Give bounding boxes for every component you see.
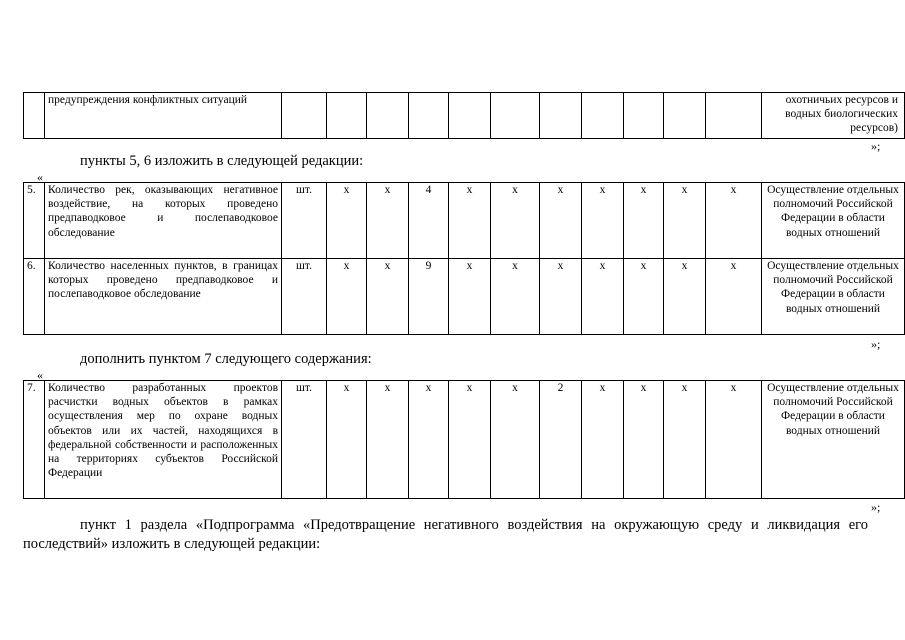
top-table-fragment <box>23 92 905 139</box>
value-cell: x <box>582 259 624 335</box>
instruction-paragraph-2: дополнить пунктом 7 следующего содержания: <box>80 351 372 367</box>
row-description: Количество населенных пунктов, в границах которых проведено предпаводковое и послепаводковое обследование <box>45 259 282 335</box>
row-number: 7. <box>24 381 45 499</box>
unit-cell: шт. <box>282 259 327 335</box>
row-note: Осуществление отдельных полномочий Российской Федерации в области водных отношений <box>762 381 905 499</box>
opening-quote: « <box>37 170 43 184</box>
value-cell: x <box>327 259 367 335</box>
value-cell: x <box>449 183 491 259</box>
table-row <box>24 93 905 139</box>
value-cell: x <box>582 381 624 499</box>
row-note: Осуществление отдельных полномочий Российской Федерации в области водных отношений <box>762 183 905 259</box>
value-cell: x <box>491 381 540 499</box>
value-cell: x <box>540 183 582 259</box>
value-cell: x <box>706 259 762 335</box>
table-row <box>24 381 905 499</box>
value-cell: x <box>367 183 409 259</box>
value-cell: x <box>582 183 624 259</box>
value-cell: x <box>367 259 409 335</box>
row-description: предупреждения конфликтных ситуаций <box>45 93 282 139</box>
row-number: 6. <box>24 259 45 335</box>
instruction-paragraph-3: пункт 1 раздела «Подпрограмма «Предотвращение негативного воздействия на окружающую среду и ликвидация его последствий» изложить в следующей редакции: <box>23 517 868 552</box>
value-cell: x <box>327 381 367 499</box>
table-row <box>24 183 905 259</box>
cell <box>664 93 706 139</box>
table-row <box>24 259 905 335</box>
indicators-table-1 <box>23 182 905 335</box>
cell <box>624 93 664 139</box>
row-description: Количество рек, оказывающих негативное воздействие, на которых проведено предпаводковое и послепаводковое обследование <box>45 183 282 259</box>
closing-quote: »; <box>871 337 881 351</box>
value-cell: x <box>624 381 664 499</box>
cell <box>491 93 540 139</box>
value-cell: x <box>409 381 449 499</box>
value-cell: x <box>327 183 367 259</box>
unit-cell: шт. <box>282 381 327 499</box>
value-cell: x <box>449 259 491 335</box>
cell <box>327 93 367 139</box>
cell <box>409 93 449 139</box>
opening-quote: « <box>37 368 43 382</box>
value-cell: x <box>491 259 540 335</box>
value-cell: x <box>664 381 706 499</box>
cell <box>582 93 624 139</box>
value-cell: x <box>540 259 582 335</box>
value-cell: x <box>449 381 491 499</box>
value-cell: 2 <box>540 381 582 499</box>
row-number <box>24 93 45 139</box>
value-cell: x <box>624 259 664 335</box>
value-cell: x <box>706 183 762 259</box>
value-cell: x <box>664 259 706 335</box>
indicators-table-2 <box>23 380 905 499</box>
cell <box>540 93 582 139</box>
row-note: охотничьих ресурсов и водных биологических ресурсов) <box>762 93 905 139</box>
value-cell: x <box>491 183 540 259</box>
unit-cell: шт. <box>282 183 327 259</box>
value-cell: x <box>664 183 706 259</box>
row-number: 5. <box>24 183 45 259</box>
closing-quote: »; <box>871 500 881 514</box>
closing-quote: »; <box>871 139 881 153</box>
value-cell: x <box>624 183 664 259</box>
cell <box>706 93 762 139</box>
row-note: Осуществление отдельных полномочий Российской Федерации в области водных отношений <box>762 259 905 335</box>
cell <box>367 93 409 139</box>
row-description: Количество разработанных проектов расчистки водных объектов в рамках осуществления мер по охране водных объектов или их частей, находящихся в федеральной собственности и расположенных на территориях субъектов Российской Федерации <box>45 381 282 499</box>
instruction-paragraph-1: пункты 5, 6 изложить в следующей редакции: <box>80 153 364 169</box>
cell <box>282 93 327 139</box>
value-cell: x <box>367 381 409 499</box>
cell <box>449 93 491 139</box>
value-cell: 9 <box>409 259 449 335</box>
value-cell: 4 <box>409 183 449 259</box>
value-cell: x <box>706 381 762 499</box>
